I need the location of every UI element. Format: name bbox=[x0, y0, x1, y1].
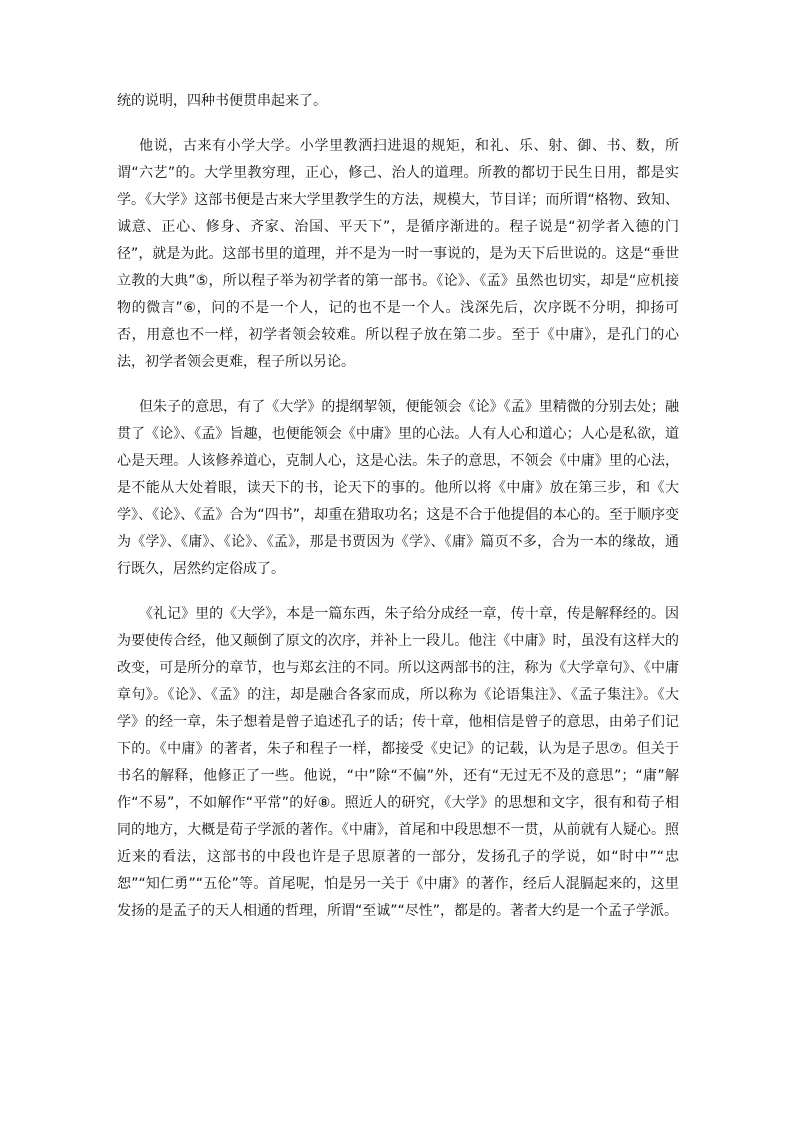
paragraph-continuation: 统的说明，四种书便贯串起来了。 bbox=[117, 93, 327, 109]
paragraph-zhuzi-intent: 但朱子的意思，有了《大学》的提纲挈领，便能领会《论》《孟》里精微的分别去处；融贯了《论》、《孟》旨趣，也便能领会《中庸》里的心法。人有人心和道心；人心是私欲，道心是天理。人该修养道心，克制人心，这是心法。朱子的意思，不领会《中庸》里的心法，是不能从大处着眼，读天下的书，论天下的事的。他所以将《中庸》放在第三步，和《大学》、《论》、《孟》合为“四书”，却重在猎取功名；这是不合于他提倡的本心的。至于顺序变为《学》、《庸》、《论》、《孟》，那是书贾因为《学》、《庸》篇页不多，合为一本的缘故，通行既久，居然约定俗成了。 bbox=[117, 399, 679, 577]
paragraph-liji-daxue: 《礼记》里的《大学》，本是一篇东西，朱子给分成经一章，传十章，传是解释经的。因为要使传合经，他又颠倒了原文的次序，并补上一段儿。他注《中庸》时，虽没有这样大的改变，可是所分的章节，也与郑玄注的不同。所以这两部书的注，称为《大学章句》、《中庸章句》。《论》、《孟》的注，却是融合各家而成，所以称为《论语集注》、《孟子集注》。《大学》的经一章，朱子想着是曾子追述孔子的话；传十章，他相信是曾子的意思，由弟子们记下的。《中庸》的著者，朱子和程子一样，都接受《史记》的记载，认为是子思⑦。但关于书名的解释，他修正了一些。他说，“中”除“不偏”外，还有“无过无不及的意思”；“庸”解作“不易”，不如解作“平常”的好⑧。照近人的研究，《大学》的思想和文字，很有和荀子相同的地方，大概是荀子学派的著作。《中庸》，首尾和中段思想不一贯，从前就有人疑心。照近来的看法，这部书的中段也许是子思原著的一部分，发扬孔子的学说，如“时中”“忠恕”“知仁勇”“五伦”等。首尾呢，怕是另一关于《中庸》的著作，经后人混膈起来的，这里发扬的是孟子的天人相通的哲理，所谓“至诚”“尽性”，都是的。著者大约是一个孟子学派。 bbox=[117, 606, 679, 919]
paragraph-xiaoxue-daxue: 他说，古来有小学大学。小学里教洒扫进退的规矩，和礼、乐、射、御、书、数，所谓“六艺”的。大学里教穷理，正心，修己、治人的道理。所教的都切于民生日用，都是实学。《大学》这部书便是古来大学里教学生的方法，规模大，节目详；而所谓“格物、致知、诚意、正心、修身、齐家、治国、平天下”，是循序渐进的。程子说是“初学者入德的门径”，就是为此。这部书里的道理，并不是为一时一事说的，是为天下后世说的。这是“垂世立教的大典”⑤，所以程子举为初学者的第一部书。《论》、《孟》虽然也切实，却是“应机接物的微言”⑥，问的不是一个人，记的也不是一个人。浅深先后，次序既不分明，抑扬可否，用意也不一样，初学者领会较难。所以程子放在第二步。至于《中庸》，是孔门的心法，初学者领会更难，程子所以另论。 bbox=[117, 138, 679, 370]
document-page bbox=[117, 88, 679, 925]
